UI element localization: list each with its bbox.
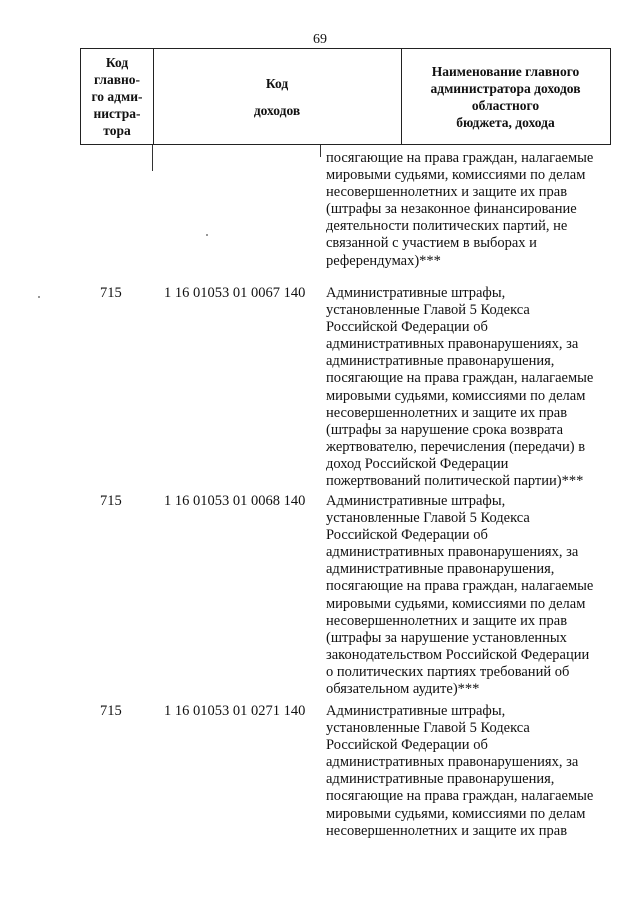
column-divider xyxy=(152,145,153,171)
header-line: администратора доходов областного xyxy=(430,80,581,113)
header-line: го адми- xyxy=(91,89,143,104)
continuation-text xyxy=(326,150,616,270)
header-line: бюджета, дохода xyxy=(456,114,555,130)
text-line: законодательством Российской Федерации xyxy=(326,646,590,663)
text-line: установленные Главой 5 Кодекса xyxy=(326,302,530,319)
admin-code: 715 xyxy=(100,285,122,301)
header-line: Код xyxy=(265,75,289,91)
income-code: 1 16 01053 01 0067 140 xyxy=(164,285,306,301)
text-line: жертвователю, перечисления (передачи) в xyxy=(326,438,586,455)
income-name xyxy=(326,285,616,490)
income-code: 1 16 01053 01 0271 140 xyxy=(164,703,306,719)
text-line: деятельности политических партий, не xyxy=(326,218,568,235)
column-divider xyxy=(320,145,321,157)
text-line: несовершеннолетних и защите их прав xyxy=(326,612,568,629)
admin-code: 715 xyxy=(100,703,122,719)
table-header xyxy=(80,48,611,145)
text-line: мировыми судьями, комиссиями по делам xyxy=(326,805,586,822)
scan-speck xyxy=(38,296,40,298)
text-line: (штрафы за незаконное финансирование xyxy=(326,201,577,218)
page-number: 69 xyxy=(313,32,327,47)
text-line: связанной с участием в выборах и xyxy=(326,235,537,252)
text-line: посягающие на права граждан, налагаемые xyxy=(326,370,594,387)
text-line: посягающие на права граждан, налагаемые xyxy=(326,788,594,805)
text-line: административные правонарушения, xyxy=(326,771,555,788)
text-line: Российской Федерации об xyxy=(326,737,488,754)
income-code: 1 16 01053 01 0068 140 xyxy=(164,493,306,509)
header-line: доходов xyxy=(253,102,301,118)
text-line: административных правонарушениях, за xyxy=(326,336,579,353)
admin-code: 715 xyxy=(100,493,122,509)
header-line: Код xyxy=(105,55,129,70)
header-name xyxy=(401,49,610,144)
text-line: Административные штрафы, xyxy=(326,703,506,719)
header-line: нистра- xyxy=(93,106,141,121)
text-line: административные правонарушения, xyxy=(326,353,555,370)
header-line: тора xyxy=(103,123,131,138)
text-line: пожертвований политической партии)*** xyxy=(326,473,584,490)
header-income-code xyxy=(153,49,402,144)
text-line: несовершеннолетних и защите их прав xyxy=(326,404,568,421)
text-line: мировыми судьями, комиссиями по делам xyxy=(326,167,586,184)
text-line: установленные Главой 5 Кодекса xyxy=(326,720,530,737)
text-line: Российской Федерации об xyxy=(326,319,488,336)
text-line: Российской Федерации об xyxy=(326,527,488,544)
text-line: посягающие на права граждан, налагаемые xyxy=(326,150,594,166)
text-line: мировыми судьями, комиссиями по делам xyxy=(326,387,586,404)
text-line: установленные Главой 5 Кодекса xyxy=(326,510,530,527)
text-line: Административные штрафы, xyxy=(326,285,506,301)
text-line: несовершеннолетних и защите их прав xyxy=(326,822,568,839)
scan-speck xyxy=(206,234,208,236)
text-line: административных правонарушениях, за xyxy=(326,754,579,771)
income-name xyxy=(326,493,616,698)
text-line: обязательном аудите)*** xyxy=(326,681,480,698)
header-line: главно- xyxy=(93,72,141,87)
income-name xyxy=(326,703,616,840)
text-line: (штрафы за нарушение установленных xyxy=(326,629,567,646)
header-admin-code xyxy=(81,49,154,144)
text-line: посягающие на права граждан, налагаемые xyxy=(326,578,594,595)
text-line: мировыми судьями, комиссиями по делам xyxy=(326,595,586,612)
text-line: Административные штрафы, xyxy=(326,493,506,509)
text-line: о политических партиях требований об xyxy=(326,663,570,680)
text-line: (штрафы за нарушение срока возврата xyxy=(326,421,564,438)
text-line: несовершеннолетних и защите их прав xyxy=(326,184,568,201)
text-line: референдумах)*** xyxy=(326,252,441,269)
header-line: Наименование главного xyxy=(431,63,580,79)
text-line: административных правонарушениях, за xyxy=(326,544,579,561)
text-line: административные правонарушения, xyxy=(326,561,555,578)
text-line: доход Российской Федерации xyxy=(326,455,509,472)
